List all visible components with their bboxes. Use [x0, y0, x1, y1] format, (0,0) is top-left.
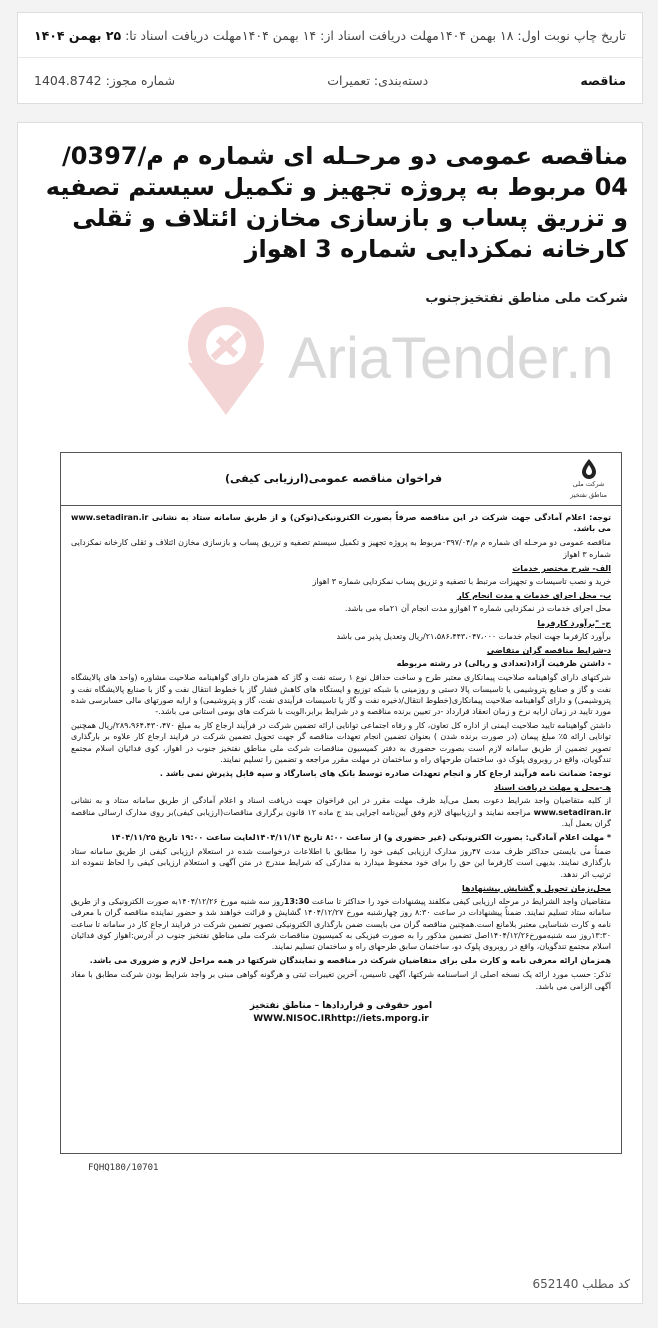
reminder-note: تذکر: حسب مورد ارائه یک نسخه اصلی از اساسنامه شرکتها، آگهی تاسیس، آخرین تغییرات ثبتی و هرگونه گواهی مبنی بر واجد شرایط بودن شرکت مطابق با مفاد آگهی الزامی می باشد.	[71, 970, 611, 991]
page-title: مناقصه عمومی دو مرحـله ای شماره م م/0397/ 04 مربوط به پروژه تجهیز و تکمیل سیستم تصفیه و تزریق پساب و بازسازی مخازن ائتلاف و ثقلی کارخانه نمکزدایی شماره 3 اهواز	[45, 142, 628, 263]
section-b-heading: ب- محل اجرای خدمات و مدت انجام کار	[457, 591, 611, 601]
section-f-text: متقاضیان واجد الشرایط در مرحله ارزیابی کیفی مکلفند پیشنهادات خود را حداکثر تا ساعت 13:30روز سه شنبه مورخ ۱۴۰۴/۱۲/۲۶به صورت الکترونیکی و از طریق سامانه ستاد تسلیم نمایند. ضمناً پیشنهادات در ساعت ۸:۳۰ روز چهارشنبه مورخ ۱۴۰۴/۱۲/۲۷ گشایش و قرائت خواهند شد و حضور نماینده مناقصه گران با معرفی نامه و کارت شناسایی معتبر بلامانع است.همچنین مناقصه گران می بایست ضمن بارگذاری الکترونیکی تصویر تضمین شرکت در فرایند ارجاع کار در سامانه تا ساعت ۱۳:۳۰روز سه شنبه‌مورخ۱۴۰۴/۱۲/۲۶اصل تضمین مذکور را به صورت فیزیکی به کمیسیون مناقصات شرکت ملی مناطق نفتخیز جنوب در آدرس:اهواز کوی فدائیان اسلام مجتمع تندگویان، واقع در روبروی پلوک دو، ساختمان سابق طرحهای راه و ساختمان تسلیم نمایند.	[71, 897, 612, 951]
category-label: دسته‌بندی: تعمیرات	[327, 72, 429, 88]
section-f-heading: محل،زمان تحویل و گشایش پیشنهادها	[461, 883, 611, 893]
document-heading: فراخوان مناقصه عمومی(ارزیابی کیفی)	[225, 472, 443, 486]
document-header	[61, 453, 621, 506]
tender-info-card	[17, 12, 643, 104]
section-d-item-3: داشتن گواهینامه تایید صلاحیت ایمنی از اداره کل تعاون، کار و رفاه اجتماعی توانایی ارائه تضمین شرکت در فرآیند ارجاع کار به مبلغ ۲۸۹،۹۶۴،۴۳۰،۴۷۰/ریال همچنین توانایی ارائه ۵٪ مبلغ پیمان (در صورت برنده شدن ) بعنوان تضمین انجام تعهدات مناقصه گر جهت تحویل تضمین شرکت در فرایند ارجاع کار علاوه بر بارگذاری تصویر تضمین از طریق سامانه لازم است بصورت حضوری به دفتر کمیسیون مناقصات شرکت ملی مناطق نفتخیز جنوب در اهواز، کوی فدائیان اسلام مجتمع تندگویان، واقع در روبروی پلوک دو، ساختمان طرحهای راه و ساختمان در مهلت مقرر مراجعه و تضمین را تسلیم نمایند.	[71, 721, 611, 764]
tender-detail-panel	[17, 122, 643, 1304]
info-row-meta	[18, 57, 642, 102]
info-row-dates	[18, 13, 642, 57]
submission-time: 13:30	[283, 897, 310, 907]
receive-from: مهلت دریافت اسناد از: ۱۴ بهمن ۱۴۰۴	[241, 27, 439, 43]
watermark-logo	[158, 303, 658, 423]
tender-notice-document	[60, 452, 622, 1154]
nisoc-logo-icon	[578, 457, 600, 479]
permit-number: شماره مجوز: 1404.8742	[34, 72, 176, 88]
guarantee-note: توجه: ضمانت نامه فرآیند ارجاع کار و انجام تعهدات صادره توسط بانک های باسارگاد و سپه قابل پذیرش نمی باشد .	[159, 769, 611, 779]
ad-code: کد مطلب 652140	[532, 1277, 630, 1291]
setad-link[interactable]: www.setadiran.ir	[533, 807, 612, 817]
section-e-heading: هـ-محل و مهلت دریافت اسناد	[494, 783, 611, 793]
receive-to: مهلت دریافت اسناد تا: ۲۵ بهمن ۱۴۰۴	[34, 27, 242, 43]
reference-code: FQHQ180/10701	[88, 1163, 159, 1173]
section-f-note: همزمان ارائه معرفی نامه و کارت ملی برای متقاضیان شرکت در مناقصه و نمایندگان شرکتها در همه مراحل لازم و ضروری می باشد.	[89, 956, 611, 966]
organization-name: شرکت ملی مناطق نفتخیزجنوب	[425, 291, 628, 306]
watermark-text: AriaTender.n	[288, 326, 614, 391]
tender-type: مناقصه	[580, 72, 626, 88]
receive-to-value: ۲۵ بهمن ۱۴۰۴	[34, 27, 122, 43]
section-c-text: برآورد کارفرما جهت انجام خدمات ۲۱،۵۸۶،۴۴۳،۰۴۷،۰۰۰/ریال وتعدیل پذیر می باشد	[336, 631, 611, 641]
section-b-text: محل اجرای خدمات در نمکزدایی شماره ۳ اهوازو مدت انجام آن ۲۱ماه می باشد.	[344, 604, 611, 614]
signature-dept: امور حقوقی و قراردادها – مناطق نفتخیز	[249, 1000, 433, 1011]
nisoc-logo: شرکت ملی مناطق نفتخیز	[570, 457, 607, 501]
section-e-item-4: ضمناً می بایستی حداکثر ظرف مدت ۴۷روز مدارک ارزیابی کیفی خود را مطابق با اطلاعات درخواست شده در استعلام ارزیابی کیفی از طریق سامانه ستاد بارگذاری نمایند. بدیهی است کارفرما این حق را برای خود محفوظ میدارد به مدارکی که شرایط مندرج در متن آگهی و استعلام ارزیابی کیفی را لحاظ ننموده اند ترتیب اثر ندهد.	[71, 847, 612, 879]
section-c-heading: ج- "برآورد کارفرما	[537, 618, 611, 628]
section-d-item-2: شرکتهای دارای گواهینامه صلاحیت پیمانکاری معتبر طرح و ساخت حداقل نوع ۱ رسته نفت و گاز که همزمان دارای گواهینامه صلاحیت مشاوره (واحد های پالایشگاه نفت و گاز و صنایع پتروشیمی یا تاسیسات پالا دستی و روزمینی یا شبکه توزیع و ایستگاه های کاهش فشار گاز یا خطوط انتقال نفت و گاز با صنایع پالایشگاه نفت و پتروشیمی) و دارای گواهینامه صلاحیت پیمانکاری(خطوط انتقال/ذخیره نفت و گاز یا تاسیسات فرآیندی نفت، گاز و پتروشیمی) و ارایه صورتهای مالی حسابرسی شده مورد تایید در زمان ارایه نرخ و زمان انعقاد قرارداد -در تعیین برنده مناقصه و در شرایط برابر،الویت با شرکت های بومی استانی می باشد.-	[71, 673, 612, 717]
document-body	[61, 506, 621, 1032]
section-d-heading: د-شرایط مناقصه گران متقاضی	[486, 646, 611, 656]
signature-block	[71, 1000, 611, 1026]
print-date: تاریخ چاپ نوبت اول: ۱۸ بهمن ۱۴۰۴	[439, 27, 626, 43]
signature-links: WWW.NISOC.IRhttp://iets.mporg.ir	[253, 1013, 429, 1024]
section-e-deadline: * مهلت اعلام آمادگی: بصورت الکترونیکی (غیر حضوری و) از ساعت ۸:۰۰ تاریخ ۱۴۰۴/۱۱/۱۴لغایت ساعت ۱۹:۰۰ تاریخ ۱۴۰۴/۱۱/۲۵	[110, 833, 611, 843]
intro-paragraph: مناقصه عمومی دو مرحـله ای شماره م م/۰۳۹۷/۰۴مربوط به پروژه تجهیز و تکمیل سیستم تصفیه و تزریق پساب و بازسازی مخازن ائتلاف و ثقلی کارخانه نمکزدایی شماره ۳ اهواز	[71, 538, 612, 559]
section-a-heading: الف- شرح مختصر خدمات	[512, 563, 611, 573]
section-a-text: خرید و نصب تاسیسات و تجهیزات مرتبط با تصفیه و تزریق پساب نمکزدایی شماره ۳ اهواز	[312, 577, 611, 587]
section-e-item-1: از کلیه متقاضیان واجد شرایط دعوت بعمل می‌آید ظرف مهلت مقرر در این فراخوان جهت دریافت اسناد و اعلام آمادگی از طریق سامانه ستاد و به نشانی www.setadiran.ir مراجعه نمایند و ارزیابیهای لازم وفق آیین‌نامه اجرایی بند ج ماده ۱۲ قانون برگزاری مناقصات(ارزیابی کیفی)بر روی مدارک ارسالی مناقصه گران بعمل آید.	[71, 796, 612, 828]
electronic-notice: توجه: اعلام آمادگی جهت شرکت در این مناقصه صرفاً بصورت الکترونیکی(توکن) و از طریق سامانه ستاد به نشانی www.setadiran.ir می باشد.	[71, 513, 611, 534]
section-d-item-1: - داشتن ظرفیت آزاد(تعدادی و ریالی) در رشته مربوطه	[396, 659, 611, 669]
